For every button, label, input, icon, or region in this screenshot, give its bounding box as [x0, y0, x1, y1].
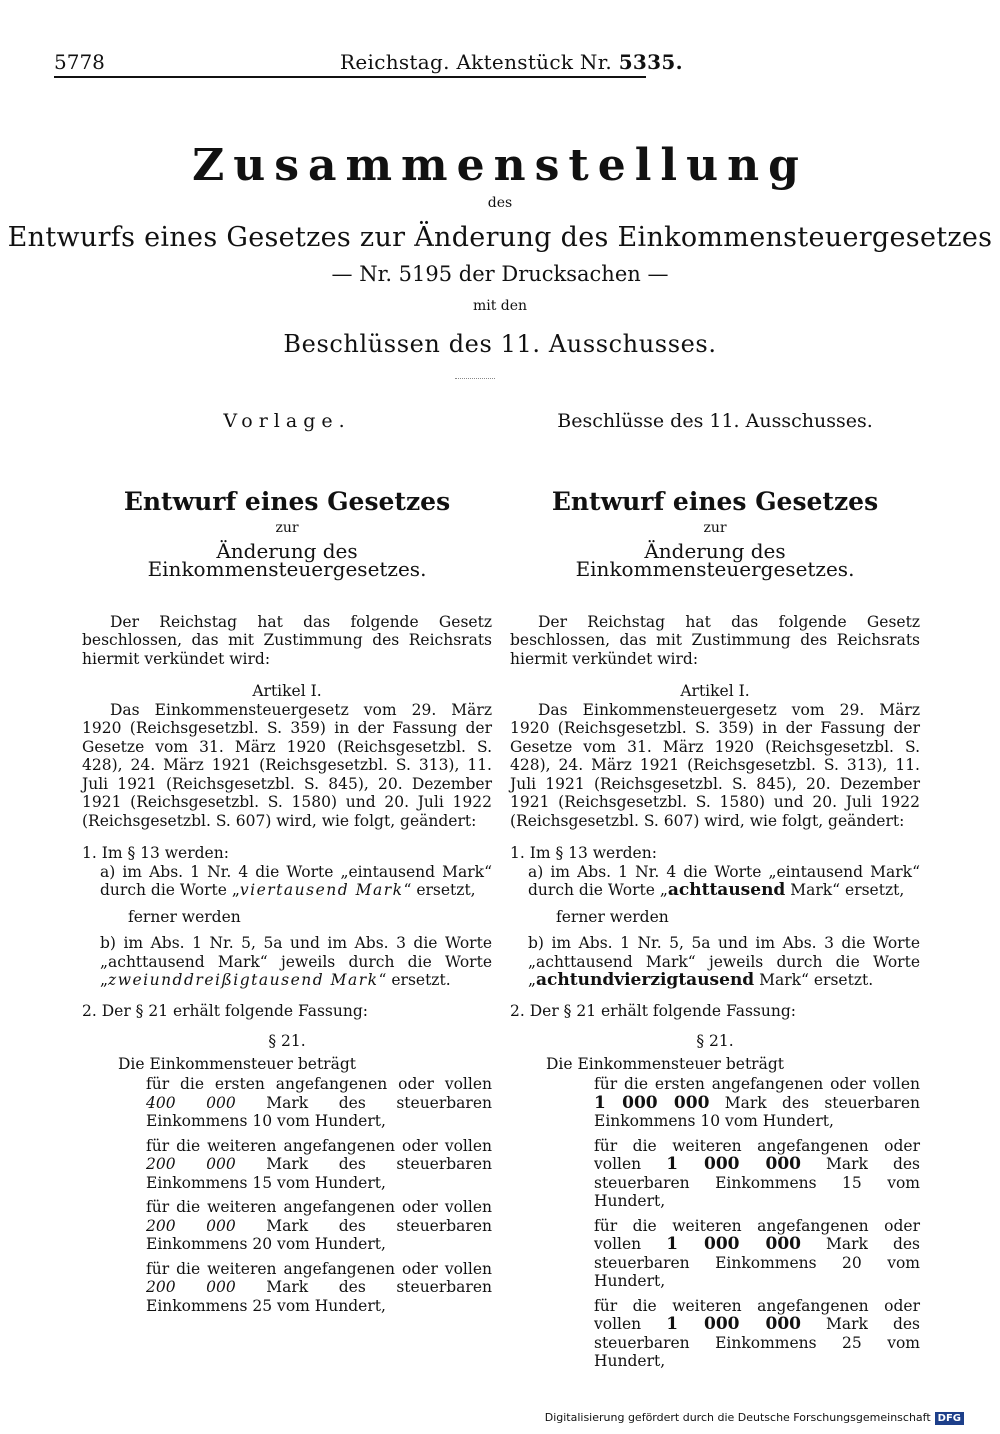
right-stufe-3-a: für die weiteren angefangenen oder vollen — [594, 1216, 920, 1253]
right-stufe-1-b: Mark des steuerbaren Einkommens 10 vom Hundert, — [594, 1093, 920, 1130]
left-stufe-4-b: Mark des steuerbaren Einkommens 25 vom Hundert, — [146, 1278, 492, 1315]
running-title — [340, 50, 683, 74]
left-stufe-1 — [146, 1075, 492, 1131]
right-stufe-1-amount: 1 000 000 — [594, 1092, 710, 1113]
left-stufe-2 — [146, 1137, 492, 1193]
right-item-1b-post: Mark“ ersetzt. — [754, 971, 874, 989]
left-stufe-4 — [146, 1260, 492, 1316]
right-stufe-2-amount: 1 000 000 — [666, 1154, 801, 1174]
left-stufe-2-amount: 200 000 — [146, 1155, 236, 1173]
left-item-1b-pre: b) im Abs. 1 Nr. 5, 5a und im Abs. 3 die Worte „achttausend Mark“ jeweils durch die Worte „ — [100, 934, 492, 989]
left-item-1b-emphasis: zweiunddreißigtausend Mark — [108, 971, 379, 989]
left-stufe-2-a: für die weiteren angefangenen oder vollen — [146, 1136, 492, 1155]
right-item-1a-pre: a) im Abs. 1 Nr. 4 die Worte „eintausend Mark“ durch die Worte „ — [528, 862, 920, 899]
footer — [545, 1411, 964, 1425]
left-item-1a-pre: a) im Abs. 1 Nr. 4 die Worte „eintausend Mark“ durch die Worte „ — [100, 862, 492, 899]
running-title-a: Reichstag. — [340, 50, 450, 74]
header-rule — [54, 76, 646, 78]
page-number: 5778 — [54, 50, 105, 74]
left-stufe-2-b: Mark des steuerbaren Einkommens 15 vom Hundert, — [146, 1155, 492, 1192]
right-paragraph-21: § 21. — [696, 1032, 734, 1050]
left-stufe-3-a: für die weiteren angefangenen oder vollen — [146, 1198, 492, 1216]
left-zur: zur — [275, 520, 299, 536]
right-ferner: ferner werden — [556, 907, 669, 926]
right-stufe-1-a: für die ersten angefangenen oder vollen — [594, 1075, 920, 1093]
left-artikel: Artikel I. — [252, 682, 322, 700]
left-stufe-3-amount: 200 000 — [146, 1216, 236, 1235]
left-ferner: ferner werden — [128, 907, 241, 926]
left-column — [82, 412, 492, 1315]
right-item-1a-post: Mark“ ersetzt, — [785, 881, 905, 899]
left-stufe-3-b: Mark des steuerbaren Einkommens 20 vom Hundert, — [146, 1216, 492, 1253]
right-stufe-4 — [594, 1297, 920, 1371]
left-item-1: 1. Im § 13 werden: — [82, 844, 229, 862]
left-stufe-4-amount: 200 000 — [146, 1278, 236, 1296]
left-item-2: 2. Der § 21 erhält folgende Fassung: — [82, 1001, 368, 1020]
dfg-logo-icon: DFG — [935, 1412, 964, 1425]
left-item-1a — [100, 863, 492, 900]
right-stufe-2-a: für die weiteren angefangenen oder vollen — [594, 1136, 920, 1173]
right-stufe-1 — [594, 1075, 920, 1131]
title-line-1: Entwurfs eines Gesetzes zur Änderung des Einkommensteuergesetzes — [7, 222, 993, 253]
right-stufe-3 — [594, 1217, 920, 1291]
right-column — [510, 412, 920, 1371]
right-stufe-4-a: für die weiteren angefangenen oder vollen — [594, 1296, 920, 1333]
right-steuer-intro: Die Einkommensteuer beträgt — [546, 1054, 784, 1073]
left-stufe-1-b: Mark des steuerbaren Einkommens 10 vom Hundert, — [146, 1093, 492, 1130]
running-title-number: 5335. — [618, 50, 683, 74]
right-stufe-2 — [594, 1137, 920, 1211]
right-stufe-4-b: Mark des steuerbaren Einkommens 25 vom Hundert, — [594, 1315, 920, 1370]
left-stufe-1-a: für die ersten angefangenen oder vollen — [146, 1075, 492, 1093]
right-item-1a-emphasis: achttausend — [667, 880, 786, 900]
left-steuer-intro: Die Einkommensteuer beträgt — [118, 1054, 356, 1073]
left-paragraph-21: § 21. — [268, 1032, 306, 1050]
left-law-title: Entwurf eines Gesetzes — [123, 486, 451, 516]
left-column-head: Vorlage. — [223, 410, 351, 432]
title-divider — [455, 378, 495, 379]
right-item-1a — [528, 863, 920, 900]
left-stufe-3 — [146, 1198, 492, 1254]
left-item-1a-post: “ ersetzt, — [403, 881, 476, 899]
title-line-2: — Nr. 5195 der Drucksachen — — [331, 262, 669, 286]
left-item-1b-post: “ ersetzt. — [378, 971, 451, 989]
running-title-b: Aktenstück Nr. — [456, 50, 613, 74]
title-mit-den: mit den — [472, 298, 528, 314]
right-item-1b-emphasis: achtundvierzigtausend — [536, 970, 755, 990]
right-column-head: Beschlüsse des 11. Ausschusses. — [557, 410, 873, 432]
right-stufe-3-b: Mark des steuerbaren Einkommens 20 vom Hundert, — [594, 1235, 920, 1290]
left-item-1b — [100, 934, 492, 990]
left-artikel-text: Das Einkommensteuergesetz vom 29. März 1920 (Reichsgesetzbl. S. 359) in der Fassung der Gesetze vom 31. März 1920 (Reichsgesetzbl. S. 428), 24. März 1921 (Reichsgesetzbl. S. 313), 11. Juli 1921 (Reichsgesetzbl. S. 845), 20. Dezember 1921 (Reichsgesetzbl. S. 1580) und 20. Juli 1922 (Reichsgesetzbl. S. 607) wird, wie folgt, geändert: — [82, 700, 492, 830]
footer-text: Digitalisierung gefördert durch die Deutsche Forschungsgemeinschaft — [544, 1411, 931, 1424]
left-item-1a-emphasis: viertausend Mark — [239, 881, 404, 899]
right-stufe-3-amount: 1 000 000 — [666, 1234, 801, 1254]
right-zur: zur — [703, 520, 727, 536]
right-item-1b — [528, 934, 920, 990]
left-preamble: Der Reichstag hat das folgende Gesetz beschlossen, das mit Zustimmung des Reichsrats hiermit verkündet wird: — [82, 612, 492, 668]
right-artikel: Artikel I. — [680, 682, 750, 700]
right-law-title: Entwurf eines Gesetzes — [551, 486, 879, 516]
right-preamble: Der Reichstag hat das folgende Gesetz beschlossen, das mit Zustimmung des Reichsrats hiermit verkündet wird: — [510, 612, 920, 668]
right-stufe-4-amount: 1 000 000 — [666, 1314, 801, 1334]
left-stufe-1-amount: 400 000 — [146, 1093, 236, 1112]
right-item-1: 1. Im § 13 werden: — [510, 844, 657, 862]
left-stufe-4-a: für die weiteren angefangenen oder vollen — [146, 1259, 492, 1278]
left-law-subtitle: Änderung des Einkommensteuergesetzes. — [147, 538, 427, 581]
title-des: des — [487, 195, 513, 211]
document-title: Zusammenstellung — [192, 140, 808, 191]
right-artikel-text: Das Einkommensteuergesetz vom 29. März 1920 (Reichsgesetzbl. S. 359) in der Fassung der Gesetze vom 31. März 1920 (Reichsgesetzbl. S. 428), 24. März 1921 (Reichsgesetzbl. S. 313), 11. Juli 1921 (Reichsgesetzbl. S. 845), 20. Dezember 1921 (Reichsgesetzbl. S. 1580) und 20. Juli 1922 (Reichsgesetzbl. S. 607) wird, wie folgt, geändert: — [510, 700, 920, 830]
right-stufe-2-b: Mark des steuerbaren Einkommens 15 vom Hundert, — [594, 1155, 920, 1210]
right-item-2: 2. Der § 21 erhält folgende Fassung: — [510, 1001, 796, 1020]
right-law-subtitle: Änderung des Einkommensteuergesetzes. — [575, 538, 855, 581]
right-item-1b-pre: b) im Abs. 1 Nr. 5, 5a und im Abs. 3 die Worte „achttausend Mark“ jeweils durch die Worte „ — [528, 934, 920, 989]
title-line-3: Beschlüssen des 11. Ausschusses. — [283, 330, 717, 358]
